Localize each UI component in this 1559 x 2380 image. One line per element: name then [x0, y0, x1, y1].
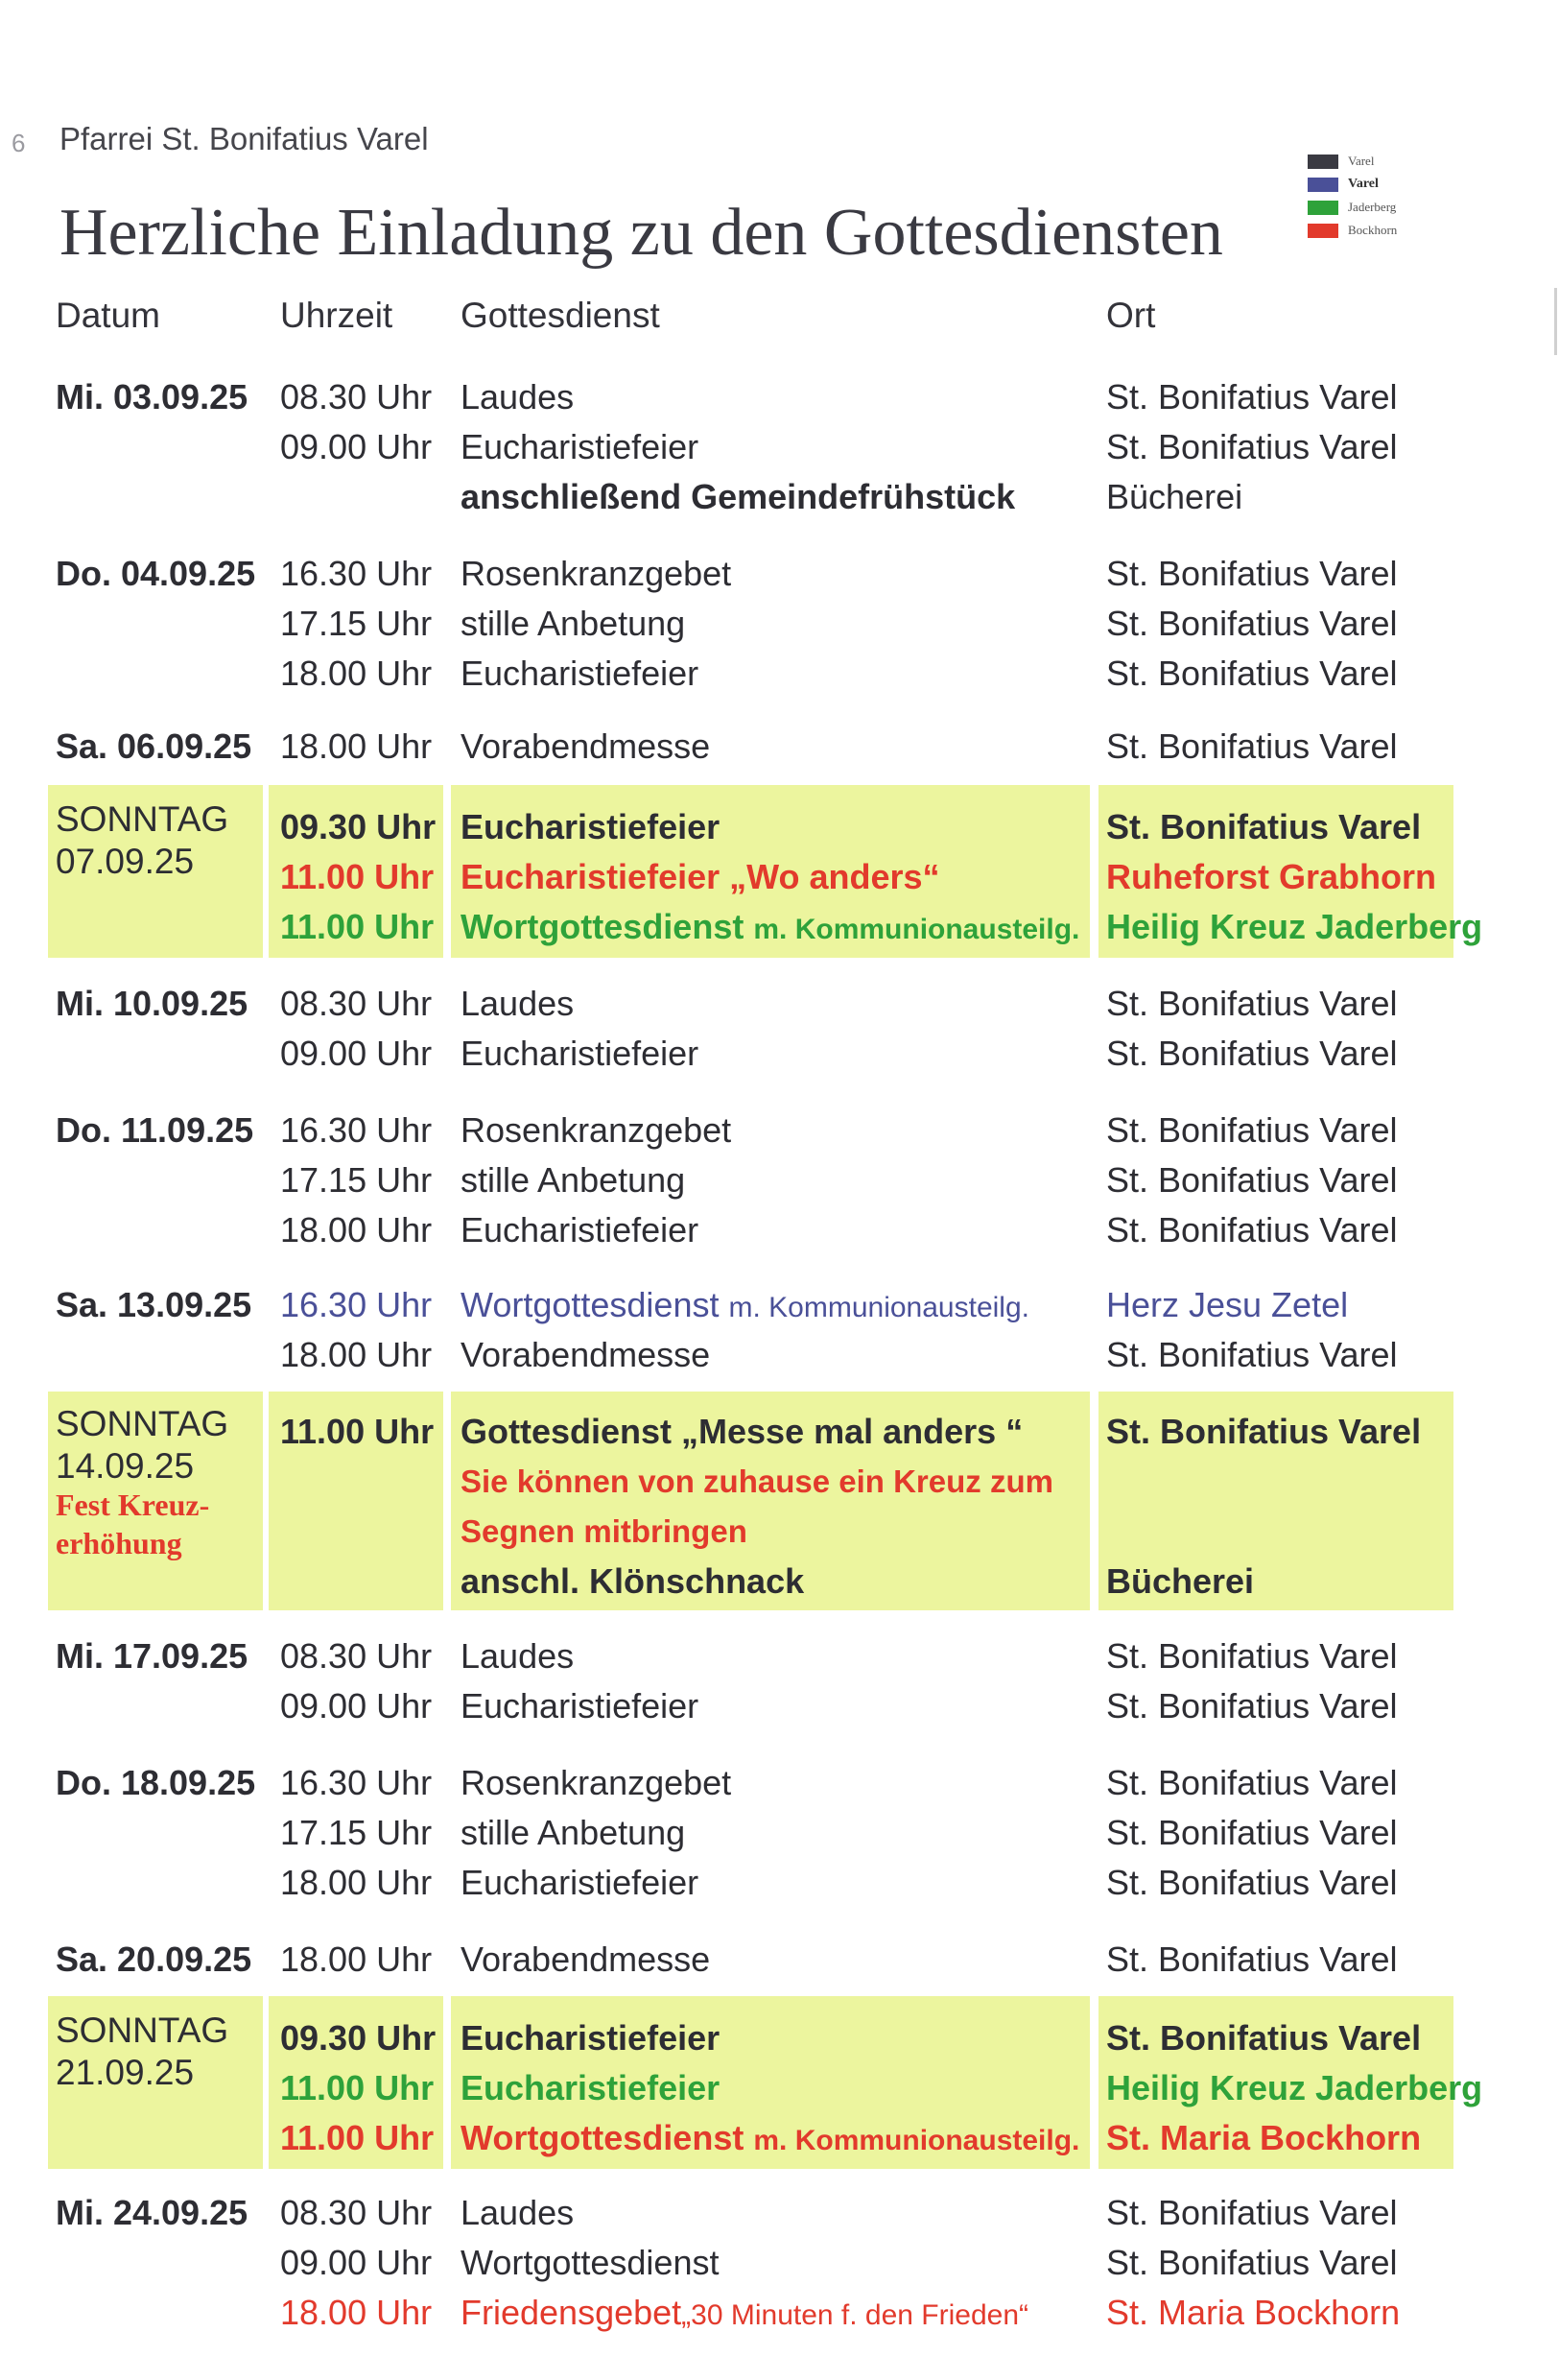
schedule-row: [0, 902, 1559, 952]
sunday-date-label: 07.09.25: [56, 842, 195, 881]
row-date: Do. 18.09.25: [56, 1763, 256, 1802]
schedule-row: [0, 1858, 1559, 1908]
row-location: St. Bonifatius Varel: [1106, 1034, 1398, 1073]
row-time: 18.00 Uhr: [280, 1863, 433, 1902]
schedule-row: [0, 2113, 1559, 2163]
row-service: Eucharistiefeier: [461, 1210, 699, 1250]
service-name: Friedensgebet: [461, 2293, 682, 2332]
row-service: Rosenkranzgebet: [461, 1763, 732, 1802]
schedule-row: [0, 1457, 1559, 1507]
row-time: 11.00 Uhr: [280, 907, 435, 946]
row-time: 18.00 Uhr: [280, 1210, 433, 1250]
row-location: St. Bonifatius Varel: [1106, 1813, 1398, 1852]
row-time: 18.00 Uhr: [280, 1335, 433, 1374]
schedule-row: [0, 372, 1559, 422]
row-date: Do. 11.09.25: [56, 1110, 254, 1150]
feast-label: Fest Kreuz-erhöhung: [56, 1488, 210, 1560]
row-service: [461, 1280, 1029, 1333]
schedule-row: [0, 2063, 1559, 2113]
row-location: St. Bonifatius Varel: [1106, 1160, 1398, 1200]
schedule-row: [0, 1557, 1559, 1606]
column-header-date: Datum: [56, 296, 160, 335]
row-service: Laudes: [461, 377, 575, 416]
row-location: St. Bonifatius Varel: [1106, 1210, 1398, 1250]
row-service: stille Anbetung: [461, 1160, 686, 1200]
schedule-row: [0, 422, 1559, 472]
legend-swatch: [1308, 224, 1338, 238]
legend-label: Varel: [1348, 177, 1379, 191]
row-date: Do. 04.09.25: [56, 554, 256, 593]
row-time: 18.00 Uhr: [280, 726, 433, 766]
row-service: Vorabendmesse: [461, 1335, 711, 1374]
row-date: Mi. 17.09.25: [56, 1636, 248, 1676]
row-location: St. Bonifatius Varel: [1106, 1940, 1398, 1979]
column-header-location: Ort: [1106, 296, 1156, 335]
row-location: St. Bonifatius Varel: [1106, 2193, 1398, 2232]
row-time: 11.00 Uhr: [280, 1412, 435, 1451]
service-name: Wortgottesdienst: [461, 907, 744, 946]
legend-label: Varel: [1348, 154, 1375, 168]
row-time: 08.30 Uhr: [280, 2193, 433, 2232]
row-time: 18.00 Uhr: [280, 2293, 433, 2332]
service-name: Wortgottesdienst: [461, 2118, 744, 2157]
row-service: Laudes: [461, 984, 575, 1023]
row-service: Eucharistiefeier: [461, 2018, 720, 2058]
row-time: 09.30 Uhr: [280, 2018, 437, 2058]
row-date: Sa. 20.09.25: [56, 1940, 252, 1979]
schedule-row: [0, 722, 1559, 772]
row-service: Segnen mitbringen: [461, 1513, 747, 1549]
row-location: St. Bonifatius Varel: [1106, 554, 1398, 593]
row-service: Vorabendmesse: [461, 1940, 711, 1979]
service-name: Wortgottesdienst: [461, 1285, 720, 1324]
row-time: 17.15 Uhr: [280, 1160, 433, 1200]
schedule-row: [0, 1106, 1559, 1155]
row-time: 11.00 Uhr: [280, 857, 435, 896]
row-service: stille Anbetung: [461, 604, 686, 643]
page-edge-line: [1554, 288, 1557, 355]
row-date: Mi. 24.09.25: [56, 2193, 248, 2232]
sunday-day-label: SONNTAG: [56, 799, 229, 839]
row-time: 08.30 Uhr: [280, 984, 433, 1023]
row-time: 16.30 Uhr: [280, 554, 433, 593]
row-service: Eucharistiefeier „Wo anders“: [461, 857, 940, 896]
row-location: Bücherei: [1106, 477, 1243, 516]
schedule-row: [0, 852, 1559, 902]
schedule-row: [0, 979, 1559, 1029]
row-time: 09.00 Uhr: [280, 1034, 433, 1073]
row-location: St. Bonifatius Varel: [1106, 2243, 1398, 2282]
schedule-row: [0, 472, 1559, 522]
schedule-row: [0, 1407, 1559, 1457]
row-service: Eucharistiefeier: [461, 1034, 699, 1073]
legend-item: [1308, 196, 1397, 219]
page-number: 6: [12, 129, 26, 157]
column-header-service: Gottesdienst: [461, 296, 660, 335]
row-time: 17.15 Uhr: [280, 604, 433, 643]
legend-swatch: [1308, 155, 1338, 169]
schedule-row: [0, 2288, 1559, 2338]
row-service: [461, 902, 1079, 955]
row-service: stille Anbetung: [461, 1813, 686, 1852]
schedule-row: [0, 549, 1559, 599]
row-date: Sa. 06.09.25: [56, 726, 252, 766]
row-service: Eucharistiefeier: [461, 2068, 720, 2107]
sunday-date-label: 21.09.25: [56, 2053, 195, 2092]
sunday-day-label: SONNTAG: [56, 1404, 229, 1443]
legend-swatch: [1308, 178, 1338, 192]
service-note: m. Kommunionausteilg.: [728, 1292, 1029, 1323]
row-service: Rosenkranzgebet: [461, 1110, 732, 1150]
row-location: Heilig Kreuz Jaderberg: [1106, 907, 1483, 946]
schedule-row: [0, 2188, 1559, 2238]
sunday-date-label: 14.09.25: [56, 1446, 195, 1486]
service-note: m. Kommunionausteilg.: [753, 914, 1080, 945]
row-date: Sa. 13.09.25: [56, 1285, 252, 1324]
row-service: Vorabendmesse: [461, 726, 711, 766]
page-title: Herzliche Einladung zu den Gottesdiensten: [59, 196, 1223, 270]
row-service: Eucharistiefeier: [461, 427, 699, 466]
schedule-row: [0, 2013, 1559, 2063]
schedule-row: [0, 1631, 1559, 1681]
row-location: St. Maria Bockhorn: [1106, 2118, 1422, 2157]
row-time: 09.00 Uhr: [280, 427, 433, 466]
schedule-row: [0, 1330, 1559, 1380]
service-note: m. Kommunionausteilg.: [753, 2125, 1080, 2156]
row-time: 11.00 Uhr: [280, 2118, 435, 2157]
row-service: Eucharistiefeier: [461, 807, 720, 846]
schedule-row: [0, 802, 1559, 852]
schedule-row: [0, 1808, 1559, 1858]
row-time: 18.00 Uhr: [280, 1940, 433, 1979]
row-time: 17.15 Uhr: [280, 1813, 433, 1852]
row-location: St. Bonifatius Varel: [1106, 1412, 1422, 1451]
row-location: St. Bonifatius Varel: [1106, 377, 1398, 416]
row-location: St. Bonifatius Varel: [1106, 726, 1398, 766]
row-time: 16.30 Uhr: [280, 1285, 433, 1324]
schedule-row: [0, 1681, 1559, 1731]
row-location: St. Bonifatius Varel: [1106, 427, 1398, 466]
row-location: Bücherei: [1106, 1561, 1255, 1601]
row-service: anschl. Klönschnack: [461, 1561, 805, 1601]
row-time: 11.00 Uhr: [280, 2068, 435, 2107]
column-header-time: Uhrzeit: [280, 296, 393, 335]
row-date: Mi. 03.09.25: [56, 377, 248, 416]
row-service: [461, 2288, 1028, 2341]
row-location: St. Bonifatius Varel: [1106, 1335, 1398, 1374]
row-location: St. Bonifatius Varel: [1106, 1110, 1398, 1150]
row-service: Gottesdienst „Messe mal anders “: [461, 1412, 1024, 1451]
row-location: St. Bonifatius Varel: [1106, 984, 1398, 1023]
schedule-row: [0, 649, 1559, 699]
row-location: St. Bonifatius Varel: [1106, 1863, 1398, 1902]
row-time: 08.30 Uhr: [280, 1636, 433, 1676]
legend-item: [1308, 173, 1397, 196]
row-service: Rosenkranzgebet: [461, 554, 732, 593]
row-service: [461, 2113, 1079, 2166]
row-time: 16.30 Uhr: [280, 1110, 433, 1150]
schedule-row: [0, 1205, 1559, 1255]
legend-item: [1308, 150, 1397, 173]
row-service: Eucharistiefeier: [461, 1686, 699, 1726]
legend-swatch: [1308, 201, 1338, 215]
row-location: St. Bonifatius Varel: [1106, 1763, 1398, 1802]
row-time: 09.30 Uhr: [280, 807, 437, 846]
row-service: Eucharistiefeier: [461, 654, 699, 693]
row-location: St. Bonifatius Varel: [1106, 604, 1398, 643]
color-legend: [1308, 150, 1397, 242]
row-time: 16.30 Uhr: [280, 1763, 433, 1802]
legend-label: Jaderberg: [1348, 200, 1397, 214]
row-service: Sie können von zuhause ein Kreuz zum: [461, 1464, 1053, 1499]
service-note: „30 Minuten f. den Frieden“: [681, 2299, 1029, 2331]
row-location: St. Bonifatius Varel: [1106, 654, 1398, 693]
schedule-row: [0, 1507, 1559, 1557]
row-service: Laudes: [461, 2193, 575, 2232]
schedule-row: [0, 1155, 1559, 1205]
schedule-row: [0, 1935, 1559, 1985]
schedule-row: [0, 599, 1559, 649]
row-time: 08.30 Uhr: [280, 377, 433, 416]
row-location: Ruheforst Grabhorn: [1106, 857, 1437, 896]
row-service: Wortgottesdienst: [461, 2243, 720, 2282]
row-location: St. Maria Bockhorn: [1106, 2293, 1401, 2332]
schedule-row: [0, 1758, 1559, 1808]
row-location: St. Bonifatius Varel: [1106, 2018, 1422, 2058]
parish-header: Pfarrei St. Bonifatius Varel: [59, 121, 429, 156]
legend-item: [1308, 219, 1397, 242]
row-location: St. Bonifatius Varel: [1106, 1636, 1398, 1676]
row-service: Laudes: [461, 1636, 575, 1676]
schedule-row: [0, 1280, 1559, 1330]
row-date: Mi. 10.09.25: [56, 984, 248, 1023]
row-time: 18.00 Uhr: [280, 654, 433, 693]
row-location: St. Bonifatius Varel: [1106, 807, 1422, 846]
schedule-row: [0, 2238, 1559, 2288]
row-service: anschließend Gemeindefrühstück: [461, 477, 1016, 516]
schedule-row: [0, 1029, 1559, 1079]
row-location: Heilig Kreuz Jaderberg: [1106, 2068, 1483, 2107]
row-location: Herz Jesu Zetel: [1106, 1285, 1349, 1324]
row-location: St. Bonifatius Varel: [1106, 1686, 1398, 1726]
row-time: 09.00 Uhr: [280, 1686, 433, 1726]
row-time: 09.00 Uhr: [280, 2243, 433, 2282]
sunday-day-label: SONNTAG: [56, 2011, 229, 2050]
legend-label: Bockhorn: [1348, 223, 1398, 237]
row-service: Eucharistiefeier: [461, 1863, 699, 1902]
